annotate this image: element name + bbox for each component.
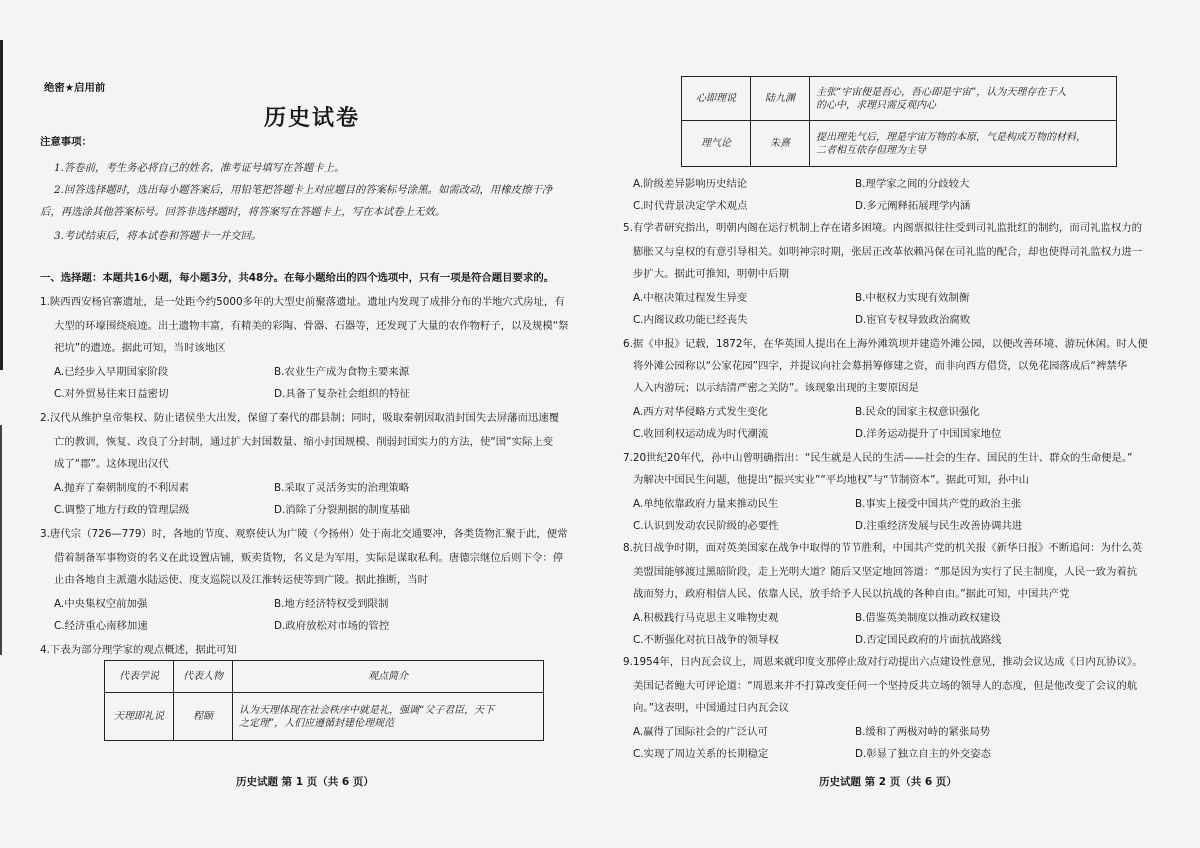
option: C.对外贸易往来日益密切 [54,388,169,400]
option: A.中枢决策过程发生异变 [633,292,748,304]
notice-item: 1.答卷前，考生务必将自己的姓名、准考证号填写在答题卡上。 [54,162,345,174]
question-text: 3.唐代宗（726—779）时，各地的节度、观察使认为广陵（今扬州）处于南北交通要冲，各类货物汇聚于此，便常 [40,528,568,540]
option: B.采取了灵活务实的治理策略 [274,482,410,494]
table-header-row [105,661,544,693]
option: B.事实上接受中国共产党的政治主张 [855,498,1022,510]
scholar-table-continued [681,76,1117,167]
question-text: 5.有学者研究指出，明朝内阁在运行机制上存在诸多困境。内阁票拟往往受到司礼监批红的制约，而司礼监权力的 [623,222,1143,234]
table-cell-line: 提出理先气后，理是宇宙万物的本原，气是构成万物的材料， [816,131,1086,143]
question-text: 9.1954年，日内瓦会议上，周恩来就印度支那停止敌对行动提出六点建设性意见，推动会议达成《日内瓦协议》。 [623,656,1143,668]
question-text: 成了“郡”。这体现出汉代 [54,458,169,470]
question-text: 大型的环壕围绕痕迹。出土遗物丰富，有精美的彩陶、骨器、石器等，还发现了大量的农作物籽子，以及规模“祭 [54,320,569,332]
scan-edge-mark [0,425,2,655]
question-text: 祀坑”的遗迹。据此可知，当时该地区 [54,342,226,354]
option: C.认识到发动农民阶级的必要性 [633,520,779,532]
scholar-table [104,660,544,741]
option: B.中枢权力实现有效制衡 [855,292,970,304]
table-cell [810,77,1117,121]
table-row [105,693,544,741]
option: C.收回利权运动成为时代潮流 [633,428,769,440]
question-text: 1.陕西西安杨官寨遗址，是一处距今约5000多年的大型史前聚落遗址。遗址内发现了成排分布的半地穴式房址，有 [40,296,565,308]
table-row [682,77,1117,121]
notice-item: 后，再选涂其他答案标号。回答非选择题时，将答案写在答题卡上，写在本试卷上无效。 [40,206,446,218]
question-text: 止由各地自主派遣水陆运使、度支巡院以及江淮转运使等到广陵。据此推断，当时 [54,574,429,586]
option: A.阶级差异影响历史结论 [633,178,748,190]
question-text: 亡的教训，恢复、改良了分封制，通过扩大封国数量、缩小封国规模、削弱封国实力的方法，使“国”实际上变 [54,436,554,448]
table-cell-line: 认为天理体现在社会秩序中就是礼，强调“父子君臣，天下 [239,704,495,716]
notice-heading: 注意事项： [40,136,92,148]
page-title: 历史试卷 [264,105,361,131]
question-text: 6.据《申报》记载，1872年，在华英国人提出在上海外滩筑坝并建造外滩公园，以便改善环境、游玩休闲。时人便 [623,338,1148,350]
question-text: 战而努力，政府相信人民、依靠人民，放手给予人民以抗战的各种自由。”据此可知，中国共产党 [633,588,1070,600]
table-cell: 陆九渊 [751,77,810,121]
question-text: 美盟国能够渡过黑暗阶段，走上光明大道？随后又坚定地回答道：“那是因为实行了民主制度，人民一致为着抗 [633,566,1138,578]
option: B.民众的国家主权意识强化 [855,406,980,418]
question-text: 7.20世纪20年代，孙中山曾明确指出：“民生就是人民的生活——社会的生存、国民的生计、群众的生命便是。” [623,452,1133,464]
question-text: 向。”这表明，中国通过日内瓦会议 [633,702,790,714]
question-text: 为解决中国民生问题，他提出“振兴实业”“平均地权”与“节制资本”。据此可知，孙中山 [633,474,1029,486]
option: C.内阁议政功能已经丧失 [633,314,748,326]
option: C.时代背景决定学术观点 [633,200,748,212]
option: A.已经步入早期国家阶段 [54,366,169,378]
option: D.多元阐释拓展理学内涵 [855,200,971,212]
notice-item: 3.考试结束后，将本试卷和答题卡一并交回。 [54,230,262,242]
question-text: 2.汉代从维护皇帝集权、防止诸侯坐大出发，保留了秦代的郡县制；同时，吸取秦朝因取消封国失去屏藩而迅速覆 [40,412,560,424]
question-text: 8.抗日战争时期，面对英美国家在战争中取得的节节胜利，中国共产党的机关报《新华日报》不断追问：为什么英 [623,542,1143,554]
table-cell-line: 主张“宇宙便是吾心，吾心即是宇宙”，认为天理存在于人 [816,86,1067,98]
table-header-cell: 观点简介 [233,661,544,693]
option: B.缓和了两极对峙的紧张局势 [855,726,991,738]
option: D.洋务运动提升了中国国家地位 [855,428,1002,440]
table-cell [810,121,1117,167]
question-text: 美国记者鲍大可评论道：“周恩来并不打算改变任何一个坚持反共立场的领导人的态度，但是他改变了会议的航 [633,680,1138,692]
option: B.借鉴英美制度以推动政权建设 [855,612,1001,624]
page-footer: 历史试题 第 1 页（共 6 页） [236,776,374,788]
option: B.地方经济特权受到限制 [274,598,389,610]
table-cell-line: 的心中，求理只需反观内心 [816,99,936,111]
option: D.否定国民政府的片面抗战路线 [855,634,1002,646]
table-row [682,121,1117,167]
section-heading: 一、选择题：本题共16小题，每小题3分，共48分。在每小题给出的四个选项中，只有一项是符合题目要求的。 [40,272,555,284]
option: A.赢得了国际社会的广泛认可 [633,726,768,738]
table-cell: 天理即礼说 [105,693,174,741]
question-text: 借着制备军事物资的名义在此设置店铺，贩卖货物，名义是为军用，实际是谋取私利。唐德宗继位后则下令：停 [54,552,564,564]
option: A.单纯依靠政府力量来推动民生 [633,498,779,510]
option: B.理学家之间的分歧较大 [855,178,970,190]
option: D.注重经济发展与民生改善协调共进 [855,520,1023,532]
option: C.不断强化对抗日战争的领导权 [633,634,779,646]
table-cell-line: 二者相互依存但理为主导 [816,144,926,156]
table-cell: 朱熹 [751,121,810,167]
question-text: 步扩大。据此可推知，明朝中后期 [633,268,789,280]
scan-edge-mark [0,40,3,370]
question-text: 膨胀又与皇权的有意引导相关。如明神宗时期，张居正改革依赖冯保在司礼监的配合，却也使得司礼监权力进一 [633,246,1143,258]
table-cell: 程颐 [174,693,233,741]
table-cell: 理气论 [682,121,751,167]
option: C.实现了周边关系的长期稳定 [633,748,769,760]
option: A.积极践行马克思主义唯物史观 [633,612,779,624]
table-header-cell: 代表人物 [174,661,233,693]
notice-item: 2.回答选择题时，选出每小题答案后，用铅笔把答题卡上对应题目的答案标号涂黑。如需改动，用橡皮擦干净 [54,184,553,196]
option: D.政府放松对市场的管控 [274,620,390,632]
table-cell [233,693,544,741]
table-cell-line: 之定理”，人们应遵循封建伦理规范 [239,717,395,729]
option: A.中央集权空前加强 [54,598,148,610]
page-footer: 历史试题 第 2 页（共 6 页） [819,776,957,788]
option: D.消除了分裂割据的制度基础 [274,504,410,516]
option: D.具备了复杂社会组织的特征 [274,388,410,400]
secret-label: 绝密★启用前 [44,82,106,94]
option: A.西方对华侵略方式发生变化 [633,406,768,418]
option: D.宦官专权导致政治腐败 [855,314,971,326]
question-text: 将外滩公园称以“公家花园”四字，并提议向社会募捐筹修建之资，而非向西方借贷，以免花园落成后“裨禁华 [633,360,1128,372]
question-text: 4.下表为部分理学家的观点概述，据此可知 [40,644,237,656]
option: C.经济重心南移加速 [54,620,148,632]
table-cell: 心即理说 [682,77,751,121]
question-text: 人入内游玩；以示结清严密之关防”。该现象出现的主要原因是 [633,382,919,394]
option: C.调整了地方行政的管理层级 [54,504,190,516]
option: A.抛弃了秦朝制度的不利因素 [54,482,189,494]
table-header-cell: 代表学说 [105,661,174,693]
option: B.农业生产成为食物主要来源 [274,366,410,378]
option: D.彰显了独立自主的外交姿态 [855,748,991,760]
